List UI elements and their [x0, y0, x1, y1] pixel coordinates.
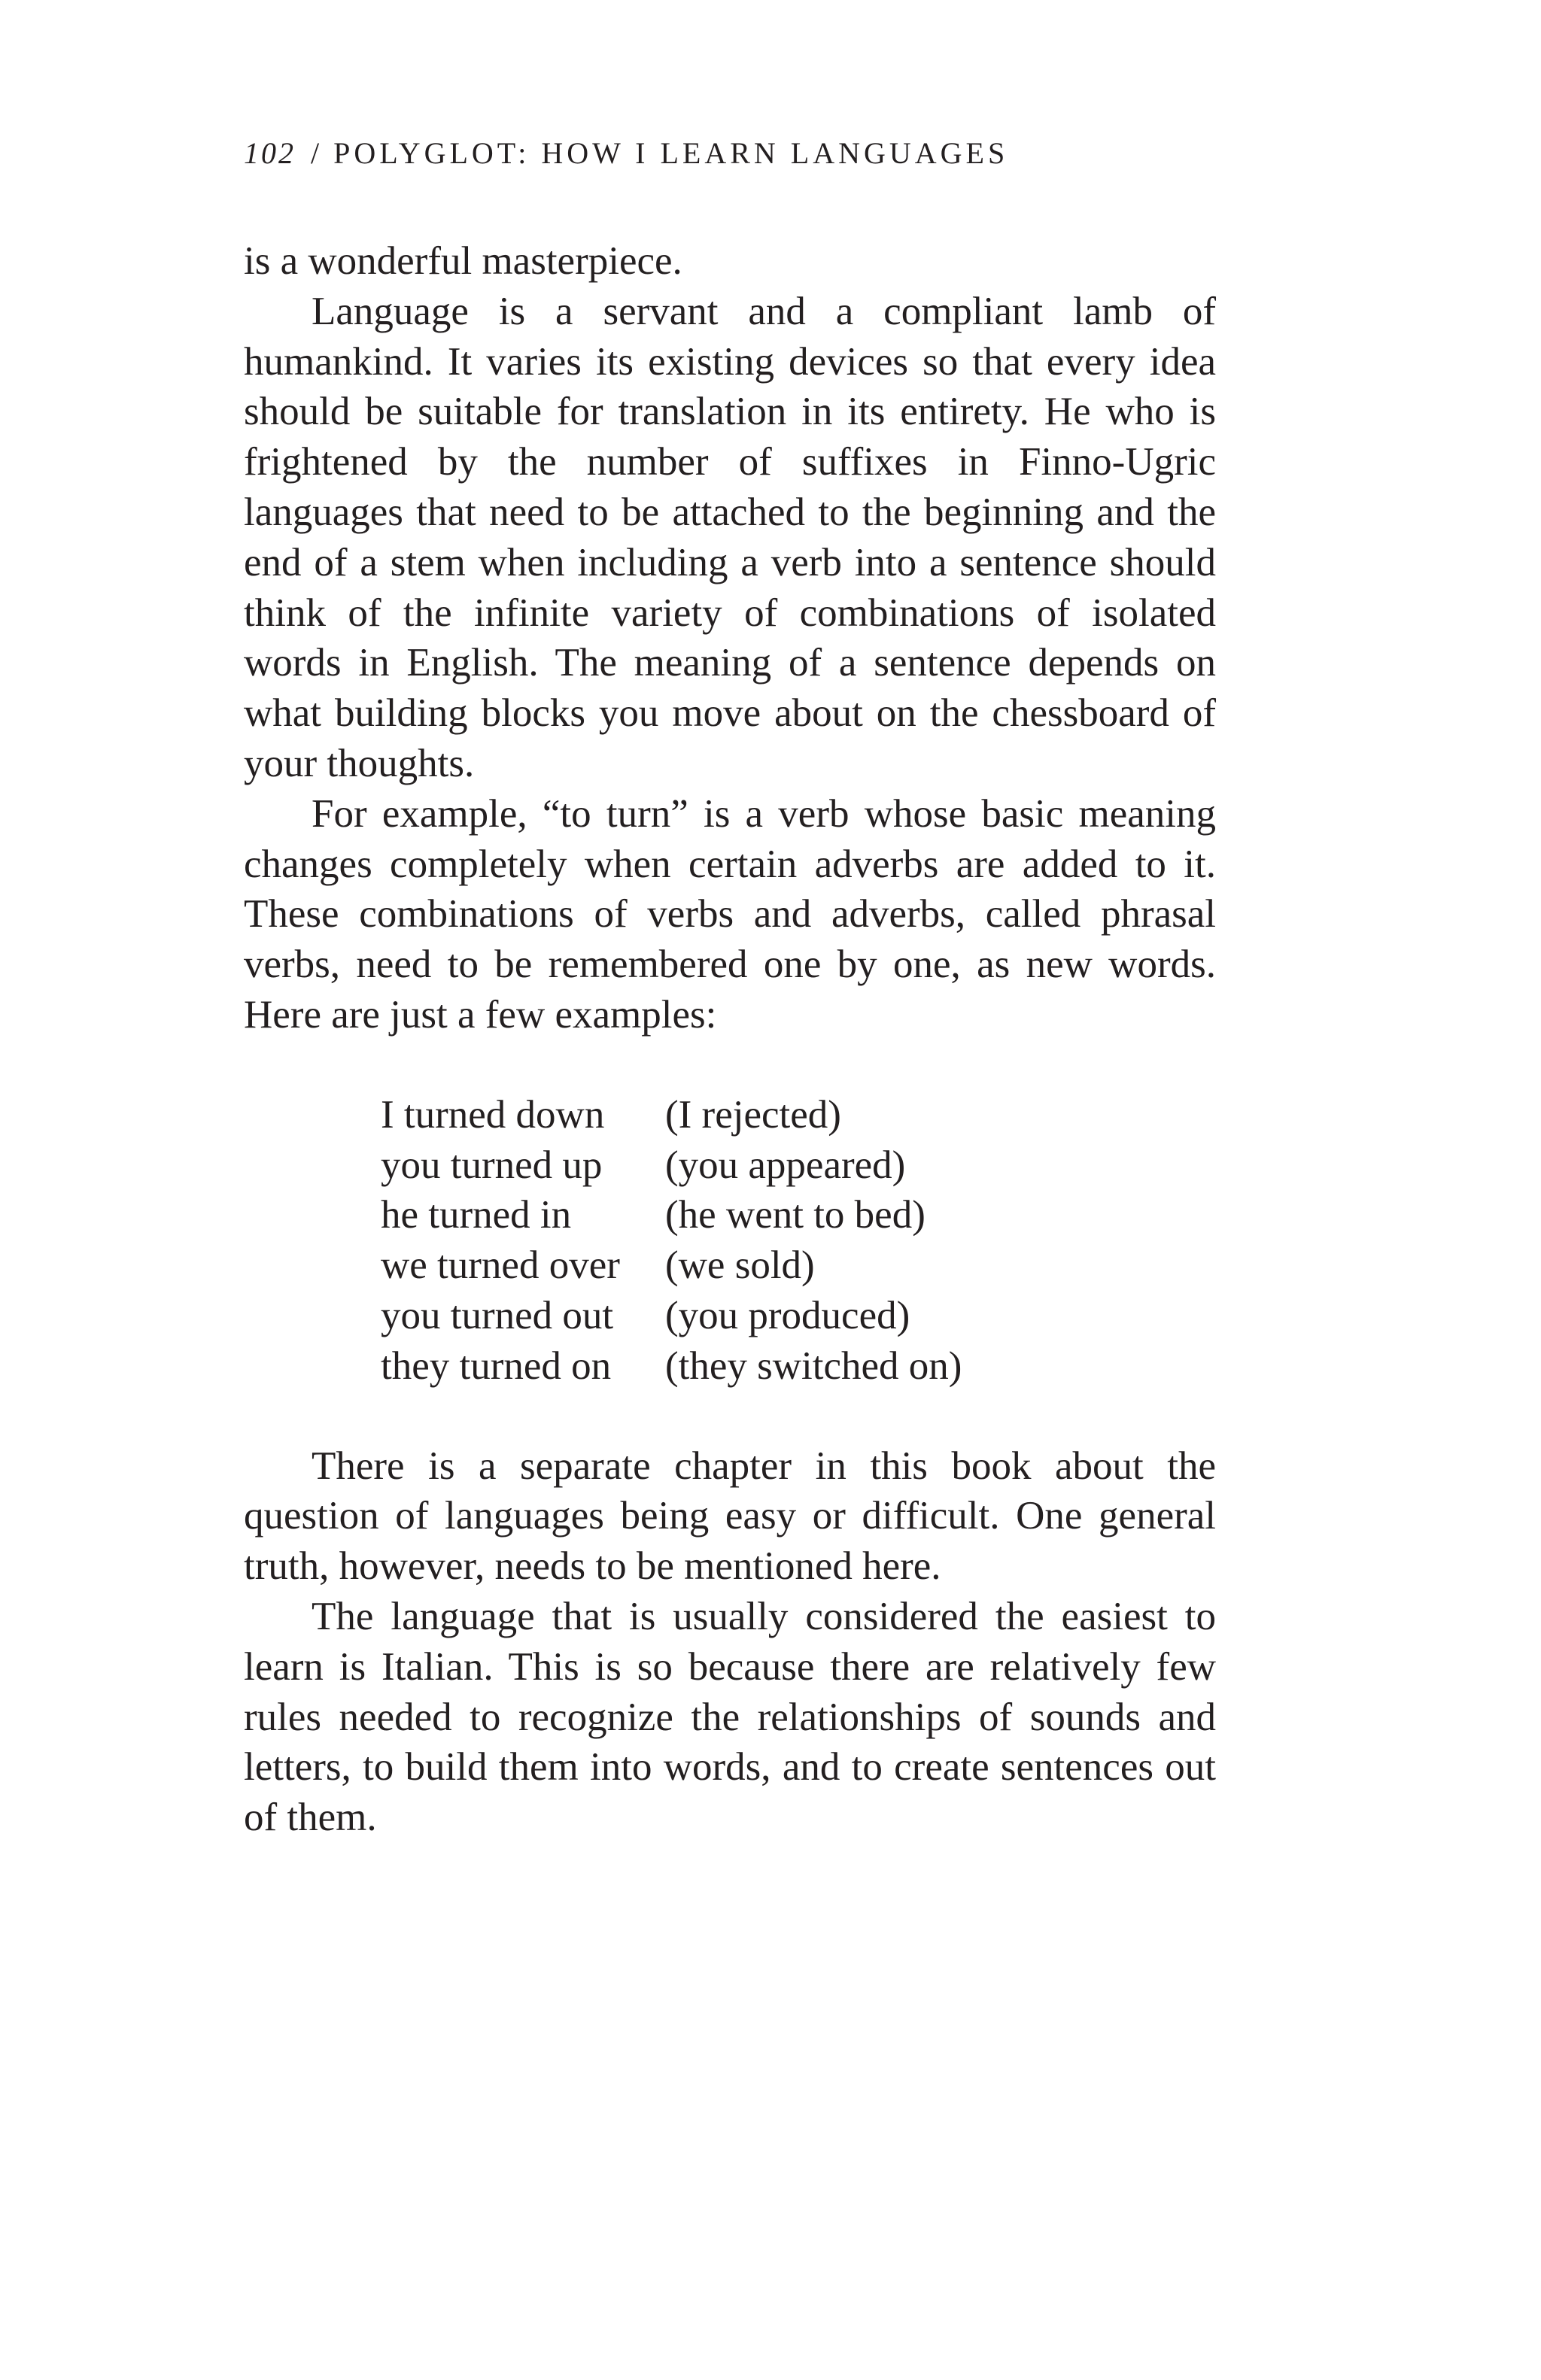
paragraph-continued: is a wonderful masterpiece.	[244, 239, 682, 283]
page-number: 102	[244, 136, 296, 170]
example-verb: you turned up	[381, 1143, 603, 1187]
paragraph-to-turn: For example, “to turn” is a verb whose basic meaning changes completely when certain adverbs are added to it. These combinations of verbs and adverbs, called phrasal verbs, need to be remembered one by one, as new words. Here are just a few examples:	[244, 791, 1216, 1037]
example-row	[381, 1291, 962, 1341]
example-meaning: (he went to bed)	[665, 1193, 926, 1237]
running-header	[244, 132, 1222, 175]
example-verb: you turned out	[381, 1293, 614, 1337]
book-title: POLYGLOT: HOW I LEARN LANGUAGES	[333, 136, 1009, 170]
paragraph-italian: The language that is usually considered the easiest to learn is Italian. This is so because there are relatively few rules needed to recognize the relationships of sounds and letters, to build them into words, and to create sentences out of them.	[244, 1594, 1216, 1840]
example-meaning: (we sold)	[665, 1243, 815, 1288]
example-meaning: (I rejected)	[665, 1092, 841, 1137]
example-verb: we turned over	[381, 1243, 620, 1288]
paragraph-language-servant: Language is a servant and a compliant lamb of humankind. It varies its existing devices so that every idea should be suitable for translation in its entirety. He who is frightened by the number of suffixes in Finno-Ugric languages that need to be attached to the beginning and the end of a stem when including a verb into a sentence should think of the infinite variety of combinations of isolated words in English. The meaning of a sentence depends on what building blocks you move about on the chessboard of your thoughts.	[244, 289, 1216, 785]
example-row	[381, 1190, 962, 1240]
example-meaning: (you appeared)	[665, 1143, 906, 1187]
example-verb: I turned down	[381, 1092, 605, 1137]
example-meaning: (they switched on)	[665, 1343, 962, 1388]
example-verb: they turned on	[381, 1343, 612, 1388]
example-row	[381, 1341, 962, 1392]
example-verb: he turned in	[381, 1193, 572, 1237]
phrasal-verb-examples	[381, 1090, 962, 1392]
example-row	[381, 1140, 962, 1191]
paragraph-separate-chapter: There is a separate chapter in this book about the question of languages being easy or difficult. One general truth, however, needs to be mentioned here.	[244, 1443, 1216, 1589]
example-row	[381, 1090, 962, 1140]
example-row	[381, 1240, 962, 1291]
header-separator: /	[311, 136, 324, 170]
example-meaning: (you produced)	[665, 1293, 910, 1337]
page-body	[244, 236, 1216, 1843]
